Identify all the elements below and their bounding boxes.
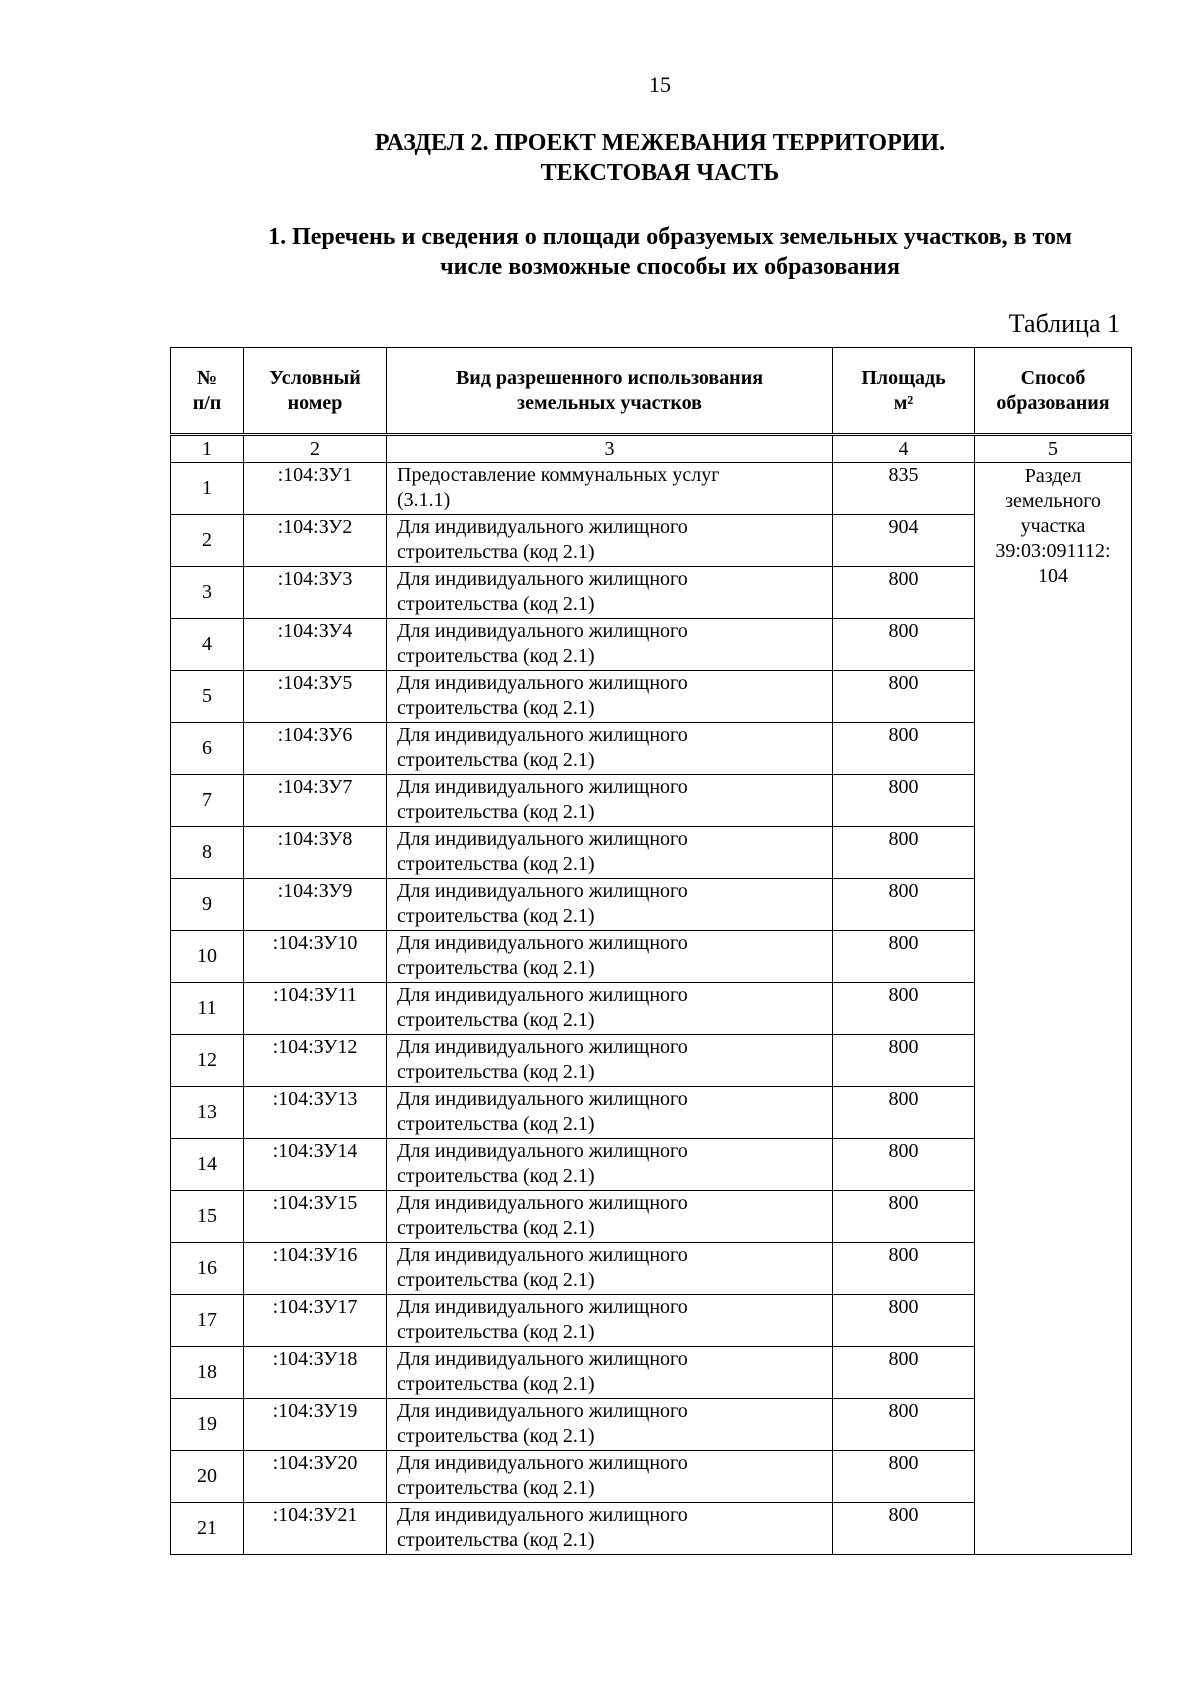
column-number: 2 (244, 435, 387, 463)
permitted-use-line: строительства (код 2.1) (397, 541, 595, 563)
permitted-use (387, 619, 833, 671)
conditional-number: :104:ЗУ7 (244, 775, 387, 827)
row-number: 9 (171, 879, 244, 931)
permitted-use-line: строительства (код 2.1) (397, 697, 595, 719)
conditional-number: :104:ЗУ4 (244, 619, 387, 671)
conditional-number: :104:ЗУ13 (244, 1087, 387, 1139)
section-title-line: ТЕКСТОВАЯ ЧАСТЬ (540, 160, 780, 186)
formation-method-line: 39:03:091112: (995, 540, 1111, 562)
area-value: 800 (833, 619, 975, 671)
conditional-number: :104:ЗУ11 (244, 983, 387, 1035)
conditional-number: :104:ЗУ21 (244, 1503, 387, 1555)
area-value: 800 (833, 723, 975, 775)
permitted-use-line: Для индивидуального жилищного (397, 724, 688, 746)
permitted-use-line: строительства (код 2.1) (397, 853, 595, 875)
permitted-use-line: Для индивидуального жилищного (397, 880, 688, 902)
permitted-use-line: строительства (код 2.1) (397, 801, 595, 823)
permitted-use-line: Для индивидуального жилищного (397, 1088, 688, 1110)
area-value: 800 (833, 827, 975, 879)
permitted-use-line: Для индивидуального жилищного (397, 828, 688, 850)
formation-method (975, 463, 1132, 1555)
subsection-title (220, 222, 1120, 282)
row-number: 5 (171, 671, 244, 723)
permitted-use-line: Предоставление коммунальных услуг (397, 464, 720, 486)
area-value: 800 (833, 1087, 975, 1139)
area-value: 800 (833, 671, 975, 723)
permitted-use-line: строительства (код 2.1) (397, 1165, 595, 1187)
permitted-use (387, 515, 833, 567)
conditional-number: :104:ЗУ12 (244, 1035, 387, 1087)
permitted-use-line: Для индивидуального жилищного (397, 620, 688, 642)
formation-method-line: земельного (1005, 490, 1101, 512)
page-number: 15 (649, 72, 671, 97)
row-number: 15 (171, 1191, 244, 1243)
conditional-number: :104:ЗУ6 (244, 723, 387, 775)
permitted-use-line: Для индивидуального жилищного (397, 984, 688, 1006)
table-row (171, 463, 1132, 515)
row-number: 14 (171, 1139, 244, 1191)
area-value: 800 (833, 879, 975, 931)
permitted-use (387, 1347, 833, 1399)
subsection-title-line: 1. Перечень и сведения о площади образуемых земельных участков, в том (268, 224, 1072, 250)
conditional-number: :104:ЗУ14 (244, 1139, 387, 1191)
area-value: 800 (833, 1451, 975, 1503)
area-value: 800 (833, 1191, 975, 1243)
area-value: 800 (833, 1295, 975, 1347)
row-number: 16 (171, 1243, 244, 1295)
row-number: 10 (171, 931, 244, 983)
permitted-use-line: строительства (код 2.1) (397, 957, 595, 979)
permitted-use-line: строительства (код 2.1) (397, 1061, 595, 1083)
row-number: 11 (171, 983, 244, 1035)
header-conditional-number: Условный номер (244, 348, 387, 435)
permitted-use-line: строительства (код 2.1) (397, 1113, 595, 1135)
permitted-use-line: строительства (код 2.1) (397, 1529, 595, 1551)
conditional-number: :104:ЗУ18 (244, 1347, 387, 1399)
area-value: 904 (833, 515, 975, 567)
permitted-use (387, 1243, 833, 1295)
permitted-use (387, 827, 833, 879)
permitted-use-line: строительства (код 2.1) (397, 593, 595, 615)
header-number: № п/п (171, 348, 244, 435)
permitted-use-line: Для индивидуального жилищного (397, 1504, 688, 1526)
section-title-line: РАЗДЕЛ 2. ПРОЕКТ МЕЖЕВАНИЯ ТЕРРИТОРИИ. (374, 130, 946, 156)
permitted-use-line: строительства (код 2.1) (397, 1217, 595, 1239)
conditional-number: :104:ЗУ17 (244, 1295, 387, 1347)
row-number: 18 (171, 1347, 244, 1399)
row-number: 12 (171, 1035, 244, 1087)
area-value: 800 (833, 1139, 975, 1191)
permitted-use-line: строительства (код 2.1) (397, 749, 595, 771)
conditional-number: :104:ЗУ15 (244, 1191, 387, 1243)
row-number: 7 (171, 775, 244, 827)
area-value: 800 (833, 931, 975, 983)
permitted-use (387, 671, 833, 723)
permitted-use-line: строительства (код 2.1) (397, 1321, 595, 1343)
permitted-use (387, 1503, 833, 1555)
permitted-use (387, 1399, 833, 1451)
table-header-row (171, 348, 1132, 435)
column-number: 3 (387, 435, 833, 463)
permitted-use (387, 1139, 833, 1191)
permitted-use (387, 983, 833, 1035)
permitted-use-line: Для индивидуального жилищного (397, 776, 688, 798)
permitted-use-line: (3.1.1) (397, 489, 451, 511)
area-value: 800 (833, 1347, 975, 1399)
permitted-use-line: строительства (код 2.1) (397, 1269, 595, 1291)
permitted-use-line: Для индивидуального жилищного (397, 1348, 688, 1370)
permitted-use (387, 879, 833, 931)
area-value: 800 (833, 1243, 975, 1295)
column-number: 5 (975, 435, 1132, 463)
permitted-use (387, 1191, 833, 1243)
permitted-use-line: Для индивидуального жилищного (397, 568, 688, 590)
row-number: 13 (171, 1087, 244, 1139)
area-value: 800 (833, 567, 975, 619)
permitted-use-line: Для индивидуального жилищного (397, 672, 688, 694)
permitted-use (387, 463, 833, 515)
header-permitted-use: Вид разрешенного использования земельных участков (387, 348, 833, 435)
permitted-use-line: строительства (код 2.1) (397, 905, 595, 927)
permitted-use (387, 775, 833, 827)
row-number: 21 (171, 1503, 244, 1555)
conditional-number: :104:ЗУ9 (244, 879, 387, 931)
row-number: 4 (171, 619, 244, 671)
permitted-use (387, 1451, 833, 1503)
permitted-use-line: Для индивидуального жилищного (397, 1452, 688, 1474)
subsection-title-line: числе возможные способы их образования (440, 254, 900, 280)
area-value: 800 (833, 983, 975, 1035)
conditional-number: :104:ЗУ10 (244, 931, 387, 983)
column-numbers-row (171, 435, 1132, 463)
formation-method-line: Раздел (1024, 465, 1082, 487)
row-number: 2 (171, 515, 244, 567)
column-number: 1 (171, 435, 244, 463)
conditional-number: :104:ЗУ2 (244, 515, 387, 567)
area-value: 800 (833, 1503, 975, 1555)
header-formation-method: Способ образования (975, 348, 1132, 435)
permitted-use (387, 931, 833, 983)
area-value: 800 (833, 775, 975, 827)
row-number: 17 (171, 1295, 244, 1347)
row-number: 19 (171, 1399, 244, 1451)
area-value: 800 (833, 1399, 975, 1451)
permitted-use-line: Для индивидуального жилищного (397, 1244, 688, 1266)
column-number: 4 (833, 435, 975, 463)
permitted-use (387, 723, 833, 775)
permitted-use-line: строительства (код 2.1) (397, 645, 595, 667)
formation-method-line: участка (1020, 515, 1086, 537)
permitted-use (387, 1087, 833, 1139)
permitted-use-line: Для индивидуального жилищного (397, 1400, 688, 1422)
area-value: 800 (833, 1035, 975, 1087)
permitted-use (387, 1035, 833, 1087)
permitted-use-line: Для индивидуального жилищного (397, 932, 688, 954)
area-value: 835 (833, 463, 975, 515)
row-number: 6 (171, 723, 244, 775)
permitted-use-line: Для индивидуального жилищного (397, 1140, 688, 1162)
conditional-number: :104:ЗУ19 (244, 1399, 387, 1451)
conditional-number: :104:ЗУ3 (244, 567, 387, 619)
row-number: 1 (171, 463, 244, 515)
table-caption: Таблица 1 (1008, 309, 1120, 338)
conditional-number: :104:ЗУ8 (244, 827, 387, 879)
permitted-use-line: Для индивидуального жилищного (397, 1296, 688, 1318)
permitted-use-line: Для индивидуального жилищного (397, 1036, 688, 1058)
permitted-use-line: Для индивидуального жилищного (397, 1192, 688, 1214)
permitted-use-line: строительства (код 2.1) (397, 1425, 595, 1447)
conditional-number: :104:ЗУ16 (244, 1243, 387, 1295)
section-title (220, 128, 1100, 188)
permitted-use (387, 1295, 833, 1347)
permitted-use-line: строительства (код 2.1) (397, 1373, 595, 1395)
permitted-use (387, 567, 833, 619)
permitted-use-line: Для индивидуального жилищного (397, 516, 688, 538)
land-plots-table (170, 347, 1132, 1555)
conditional-number: :104:ЗУ1 (244, 463, 387, 515)
header-area: Площадь м² (833, 348, 975, 435)
conditional-number: :104:ЗУ20 (244, 1451, 387, 1503)
row-number: 20 (171, 1451, 244, 1503)
permitted-use-line: строительства (код 2.1) (397, 1009, 595, 1031)
row-number: 3 (171, 567, 244, 619)
conditional-number: :104:ЗУ5 (244, 671, 387, 723)
permitted-use-line: строительства (код 2.1) (397, 1477, 595, 1499)
formation-method-line: 104 (1038, 565, 1068, 587)
row-number: 8 (171, 827, 244, 879)
